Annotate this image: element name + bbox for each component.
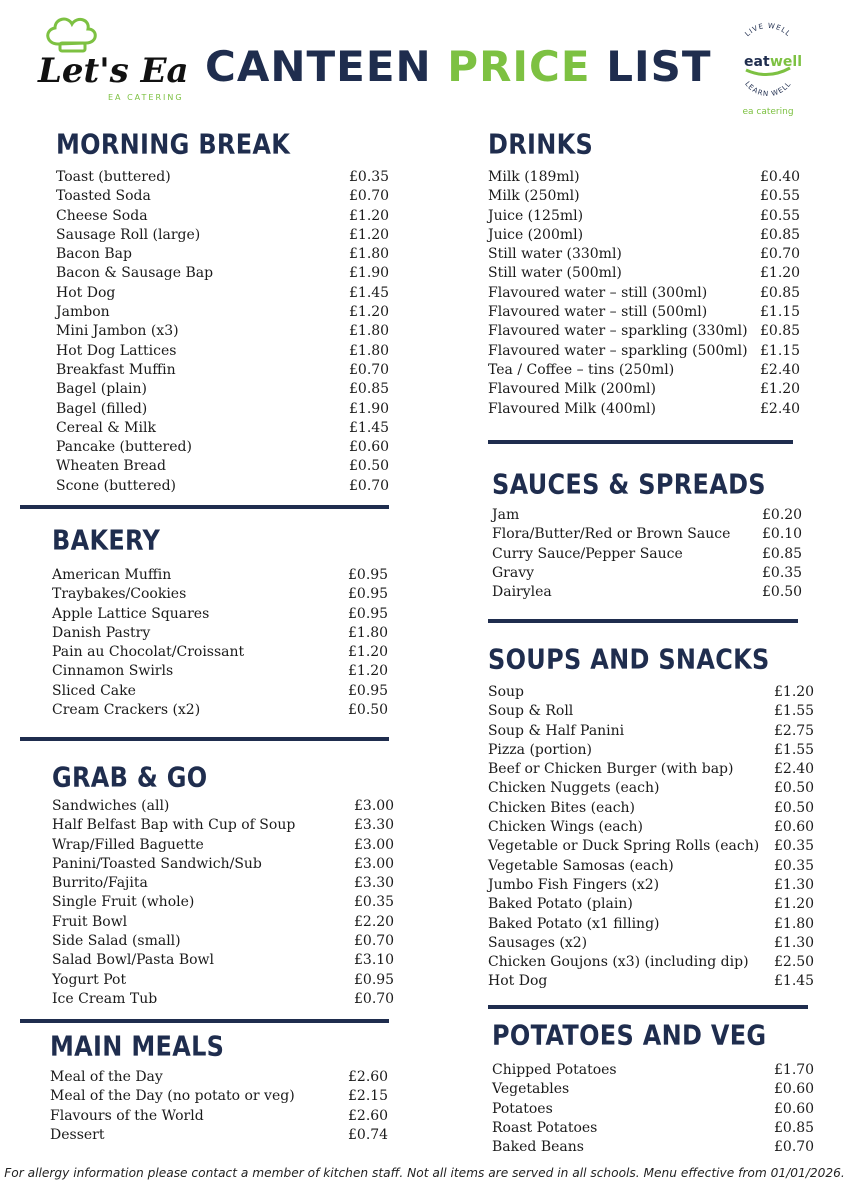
- item-name: Still water (330ml): [488, 246, 622, 263]
- item-name: Bacon & Sausage Bap: [56, 265, 214, 282]
- item-name: Cereal & Milk: [56, 419, 156, 436]
- item-name: Soup: [488, 684, 524, 700]
- item-name: Chicken Wings (each): [488, 819, 643, 836]
- section-title: BAKERY: [52, 524, 161, 557]
- item-name: Baked Potato (plain): [488, 896, 633, 913]
- item-name: Milk (189ml): [488, 169, 580, 185]
- item-price: £1.90: [349, 400, 390, 417]
- item-name: Still water (500ml): [488, 265, 622, 282]
- page-title: [205, 42, 712, 102]
- item-name: Sliced Cake: [52, 682, 136, 699]
- item-name: Traybakes/Cookies: [52, 586, 187, 603]
- item-price: £0.35: [774, 838, 815, 855]
- item-name: Baked Potato (x1 filling): [488, 915, 660, 932]
- chef-hat-icon: [48, 19, 95, 51]
- item-price: £0.35: [762, 564, 803, 581]
- item-name: Beef or Chicken Burger (with bap): [488, 761, 734, 778]
- item-price: £1.30: [774, 876, 815, 893]
- item-price: £0.50: [349, 458, 390, 475]
- item-price: £1.45: [349, 284, 390, 301]
- item-price: £0.70: [349, 361, 390, 378]
- footer-note: For allergy information please contact a member of kitchen staff. Not all items are served in all schools. Menu effective from 01/01/2026.: [4, 1166, 845, 1180]
- item-name: Chipped Potatoes: [492, 1062, 617, 1078]
- item-price: £1.20: [760, 265, 801, 282]
- item-price: £0.70: [349, 188, 390, 205]
- item-price: £2.75: [774, 722, 815, 739]
- item-price: £0.50: [774, 799, 815, 816]
- item-name: Baked Beans: [492, 1139, 584, 1156]
- item-name: Cinnamon Swirls: [52, 663, 174, 680]
- item-price: £1.20: [760, 381, 801, 398]
- item-price: £2.40: [760, 361, 801, 378]
- item-price: £0.50: [348, 702, 389, 719]
- item-name: Soup & Half Panini: [488, 722, 625, 739]
- item-name: Flora/Butter/Red or Brown Sauce: [492, 526, 731, 543]
- section-drinks: [488, 128, 801, 417]
- item-name: Pain au Chocolat/Croissant: [52, 644, 245, 661]
- item-price: £0.55: [760, 207, 801, 224]
- item-price: £1.70: [774, 1062, 815, 1078]
- item-price: £0.35: [774, 857, 815, 874]
- item-price: £2.15: [348, 1088, 389, 1105]
- item-price: £1.20: [349, 207, 390, 224]
- item-price: £1.15: [760, 342, 801, 359]
- item-name: Sausages (x2): [488, 934, 588, 951]
- item-name: Curry Sauce/Pepper Sauce: [492, 545, 683, 562]
- item-price: £0.60: [774, 1081, 815, 1098]
- svg-text:LEARN WELL: [743, 80, 793, 98]
- item-name: Potatoes: [492, 1100, 553, 1117]
- item-name: Cheese Soda: [56, 207, 148, 224]
- title-word-1: CANTEEN: [205, 42, 432, 91]
- item-price: £1.45: [774, 973, 815, 990]
- item-price: £0.85: [760, 284, 801, 301]
- section-morning-break: [56, 128, 390, 494]
- section-title: POTATOES AND VEG: [492, 1019, 767, 1052]
- item-name: Roast Potatoes: [492, 1119, 598, 1136]
- item-price: £0.95: [348, 682, 389, 699]
- item-name: Juice (200ml): [488, 226, 584, 243]
- item-price: £1.20: [774, 896, 815, 913]
- item-name: Toasted Soda: [56, 188, 151, 205]
- item-name: Vegetable or Duck Spring Rolls (each): [488, 838, 760, 855]
- item-price: £0.70: [354, 933, 395, 950]
- item-name: Apple Lattice Squares: [52, 605, 210, 622]
- logo-bottom-text: LEARN WELL: [743, 79, 793, 99]
- item-name: American Muffin: [52, 567, 172, 583]
- item-name: Burrito/Fajita: [52, 875, 148, 892]
- item-name: Cream Crackers (x2): [52, 702, 201, 719]
- item-name: Panini/Toasted Sandwich/Sub: [52, 855, 262, 872]
- item-price: £0.50: [762, 584, 803, 601]
- item-price: £0.95: [348, 567, 389, 583]
- item-price: £1.45: [349, 419, 390, 436]
- item-price: £1.80: [349, 323, 390, 340]
- eat-well-logo: [730, 16, 806, 120]
- item-price: £0.70: [760, 246, 801, 263]
- item-name: Ice Cream Tub: [52, 990, 158, 1007]
- item-price: £2.60: [348, 1107, 389, 1124]
- item-price: £0.74: [348, 1126, 389, 1143]
- item-price: £1.80: [774, 915, 815, 932]
- item-name: Wheaten Bread: [56, 458, 166, 475]
- item-price: £0.10: [762, 526, 803, 543]
- divider: [20, 1019, 389, 1023]
- item-name: Flavoured water – still (300ml): [488, 284, 708, 301]
- item-name: Hot Dog: [488, 973, 548, 990]
- item-name: Dairylea: [492, 584, 552, 601]
- item-price: £0.70: [354, 990, 395, 1007]
- item-price: £0.35: [354, 894, 395, 911]
- logo-sub-right: ea catering: [742, 107, 794, 117]
- item-name: Jam: [492, 507, 520, 523]
- item-price: £2.50: [774, 954, 815, 971]
- item-price: £3.30: [354, 875, 395, 892]
- item-price: £1.20: [348, 663, 389, 680]
- item-name: Soup & Roll: [488, 703, 574, 720]
- item-name: Yogurt Pot: [52, 971, 127, 988]
- item-price: £2.40: [760, 400, 801, 417]
- item-price: £0.55: [760, 188, 801, 205]
- item-name: Pizza (portion): [488, 741, 593, 758]
- item-name: Bagel (plain): [56, 381, 148, 398]
- section-main-meals: [50, 1030, 389, 1143]
- item-price: £0.85: [760, 323, 801, 340]
- logo-wordmark: Let's Eat: [38, 51, 188, 91]
- logo-sub: EA CATERING: [108, 93, 184, 102]
- item-name: Vegetables: [492, 1081, 570, 1098]
- item-name: Flavoured water – sparkling (330ml): [488, 323, 748, 340]
- item-name: Meal of the Day: [50, 1069, 163, 1085]
- item-price: £2.60: [348, 1069, 389, 1085]
- section-grab-and-go: [52, 761, 395, 1007]
- item-price: £0.70: [349, 477, 390, 494]
- item-name: Danish Pastry: [52, 624, 151, 641]
- item-name: Chicken Nuggets (each): [488, 780, 660, 797]
- item-price: £3.00: [354, 855, 395, 872]
- item-price: £1.80: [348, 624, 389, 641]
- item-name: Bagel (filled): [56, 400, 148, 417]
- item-price: £1.20: [349, 304, 390, 321]
- item-price: £0.50: [774, 780, 815, 797]
- item-price: £1.90: [349, 265, 390, 282]
- section-title: MAIN MEALS: [50, 1030, 225, 1063]
- section-title: DRINKS: [488, 128, 594, 161]
- section-title: SAUCES & SPREADS: [492, 468, 766, 501]
- item-name: Chicken Bites (each): [488, 799, 636, 816]
- section-soups-and-snacks: [488, 643, 815, 990]
- item-name: Jambon: [56, 304, 110, 321]
- item-name: Flavours of the World: [50, 1107, 204, 1124]
- item-name: Sausage Roll (large): [56, 226, 201, 243]
- item-price: £1.30: [774, 934, 815, 951]
- item-price: £0.70: [774, 1139, 815, 1156]
- item-name: Flavoured water – still (500ml): [488, 304, 708, 321]
- item-name: Scone (buttered): [56, 477, 176, 494]
- item-name: Flavoured Milk (400ml): [488, 400, 656, 417]
- item-name: Hot Dog Lattices: [56, 342, 177, 359]
- item-price: £3.30: [354, 817, 395, 834]
- item-name: Toast (buttered): [56, 169, 171, 185]
- item-name: Salad Bowl/Pasta Bowl: [52, 952, 214, 969]
- svg-text:LIVE WELL: [744, 22, 793, 38]
- item-price: £1.15: [760, 304, 801, 321]
- logo-word-eat: eat: [744, 54, 770, 70]
- item-price: £0.95: [354, 971, 395, 988]
- item-price: £0.20: [762, 507, 803, 523]
- divider: [488, 619, 798, 623]
- item-price: £0.40: [760, 169, 801, 185]
- item-name: Meal of the Day (no potato or veg): [50, 1088, 295, 1105]
- item-price: £1.55: [774, 703, 815, 720]
- item-price: £0.60: [349, 439, 390, 456]
- item-price: £0.60: [774, 1100, 815, 1117]
- item-price: £2.20: [354, 913, 395, 930]
- item-name: Half Belfast Bap with Cup of Soup: [52, 817, 296, 834]
- divider: [488, 440, 793, 444]
- item-name: Dessert: [50, 1126, 105, 1143]
- section-title: SOUPS AND SNACKS: [488, 643, 770, 676]
- item-price: £1.55: [774, 741, 815, 758]
- divider: [20, 737, 389, 741]
- item-name: Mini Jambon (x3): [56, 323, 179, 340]
- item-name: Jumbo Fish Fingers (x2): [488, 876, 660, 893]
- item-name: Hot Dog: [56, 284, 116, 301]
- item-name: Tea / Coffee – tins (250ml): [488, 361, 675, 378]
- logo-word-well: well: [770, 54, 803, 70]
- title-word-2: PRICE: [447, 42, 591, 91]
- item-price: £1.80: [349, 246, 390, 263]
- item-name: Single Fruit (whole): [52, 894, 195, 911]
- item-price: £0.95: [348, 586, 389, 603]
- item-name: Vegetable Samosas (each): [488, 857, 674, 874]
- item-name: Sandwiches (all): [52, 798, 170, 814]
- item-price: £1.20: [774, 684, 815, 700]
- item-price: £0.85: [774, 1119, 815, 1136]
- item-name: Flavoured Milk (200ml): [488, 381, 656, 398]
- section-bakery: [52, 524, 389, 719]
- logo-top-text: LIVE WELL: [743, 21, 793, 39]
- item-price: £1.20: [349, 226, 390, 243]
- lets-eat-logo: [28, 10, 188, 115]
- section-sauces-and-spreads: [492, 468, 803, 601]
- item-name: Flavoured water – sparkling (500ml): [488, 342, 748, 359]
- item-name: Gravy: [492, 564, 535, 581]
- section-title: MORNING BREAK: [56, 128, 291, 161]
- item-price: £3.00: [354, 836, 395, 853]
- item-name: Wrap/Filled Baguette: [52, 836, 204, 853]
- item-name: Pancake (buttered): [56, 439, 192, 456]
- section-title: GRAB & GO: [52, 761, 208, 794]
- divider: [20, 505, 389, 509]
- item-name: Milk (250ml): [488, 188, 580, 205]
- item-price: £0.95: [348, 605, 389, 622]
- item-price: £3.10: [354, 952, 395, 969]
- item-price: £0.60: [774, 819, 815, 836]
- item-price: £2.40: [774, 761, 815, 778]
- item-price: £0.85: [760, 226, 801, 243]
- item-price: £0.85: [762, 545, 803, 562]
- item-price: £0.35: [349, 169, 390, 185]
- item-price: £1.20: [348, 644, 389, 661]
- item-name: Breakfast Muffin: [56, 361, 176, 378]
- item-name: Side Salad (small): [52, 933, 181, 950]
- title-word-3: LIST: [606, 42, 712, 91]
- item-price: £1.80: [349, 342, 390, 359]
- item-name: Bacon Bap: [56, 246, 132, 263]
- divider: [488, 1005, 808, 1009]
- item-name: Fruit Bowl: [52, 913, 128, 930]
- section-potatoes-and-veg: [492, 1019, 815, 1156]
- item-price: £3.00: [354, 798, 395, 814]
- item-name: Juice (125ml): [488, 207, 584, 224]
- item-name: Chicken Goujons (x3) (including dip): [488, 954, 749, 971]
- item-price: £0.85: [349, 381, 390, 398]
